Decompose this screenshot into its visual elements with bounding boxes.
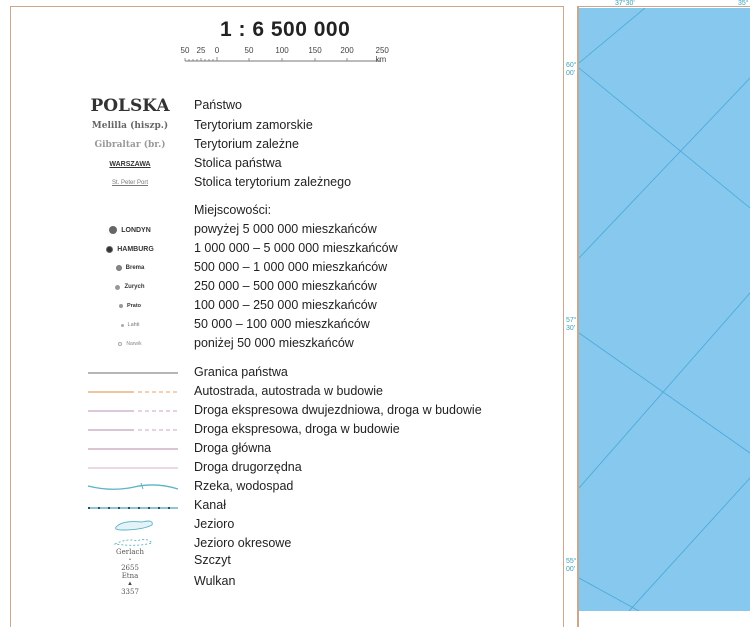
city-sample: LONDYN xyxy=(121,226,151,234)
scale-tick: 50 xyxy=(244,46,254,55)
legend-label: Stolica państwa xyxy=(194,156,282,170)
overseas-sample: Melilla (hiszp.) xyxy=(91,121,169,131)
city-dot-icon xyxy=(118,342,122,346)
latitude-label: 60° 00' xyxy=(566,62,577,77)
legend-label: 500 000 – 1 000 000 mieszkańców xyxy=(194,260,388,274)
legend-row-volcano xyxy=(0,572,560,596)
city-sample: Zurych xyxy=(124,284,145,290)
city-dot-icon xyxy=(115,285,120,290)
legend-label: Państwo xyxy=(194,98,242,112)
legend-label: Droga ekspresowa, droga w budowie xyxy=(194,422,400,436)
city-sample: Brema xyxy=(125,265,145,271)
latitude-label: 57° 30' xyxy=(566,317,577,332)
legend-row-dependent-capital xyxy=(0,174,560,192)
legend-label: Terytorium zależne xyxy=(194,137,299,151)
city-sample: Lahti xyxy=(127,322,140,328)
scale-bar xyxy=(180,46,410,66)
seasonal-lake-symbol xyxy=(115,539,152,545)
scale-tick: 25 xyxy=(196,46,206,55)
peak-name-sample: Gerlach xyxy=(116,548,144,556)
city-sample: Prato xyxy=(126,303,142,309)
legend-label: Droga drugorzędna xyxy=(194,460,302,474)
legend-label: Droga ekspresowa dwujezdniowa, droga w budowie xyxy=(194,403,482,417)
peak-height-sample: 2655 xyxy=(121,564,139,572)
scale-tick: 250 km xyxy=(375,46,389,64)
scale-tick: 0 xyxy=(214,46,220,55)
country-sample: POLSKA xyxy=(90,96,170,116)
legend-row-place xyxy=(0,240,560,258)
city-dot-icon xyxy=(121,324,124,327)
capital-sample: WARSZAWA xyxy=(109,160,151,168)
legend-row-place xyxy=(0,335,560,353)
legend-row-place xyxy=(0,278,560,296)
legend-row-overseas xyxy=(0,117,560,135)
legend-label: Droga główna xyxy=(194,441,272,455)
scale-tick: 150 xyxy=(308,46,322,55)
city-dot-icon xyxy=(109,226,117,234)
scale-ruler xyxy=(180,46,410,66)
city-sample: HAMBURG xyxy=(117,245,154,253)
legend-row-capital xyxy=(0,155,560,173)
legend-row-peak xyxy=(0,548,560,572)
legend-label: Granica państwa xyxy=(194,365,288,379)
dependent-sample: Gibraltar (br.) xyxy=(94,140,166,150)
legend-label: 100 000 – 250 000 mieszkańców xyxy=(194,298,377,312)
places-heading-row xyxy=(0,202,560,220)
legend-label: 250 000 – 500 000 mieszkańców xyxy=(194,279,377,293)
legend-row-dependent xyxy=(0,136,560,154)
legend-row-place xyxy=(0,221,560,239)
scale-tick: 100 xyxy=(275,46,289,55)
legend-label: Kanał xyxy=(194,498,226,512)
legend-row-place xyxy=(0,259,560,277)
map-area[interactable] xyxy=(579,8,750,611)
river-symbol xyxy=(88,485,178,489)
city-dot-icon xyxy=(116,265,122,271)
legend-row-place xyxy=(0,316,560,334)
volcano-triangle-icon: ▲ xyxy=(127,581,133,587)
volcano-name-sample: Etna xyxy=(121,572,139,580)
city-dot-icon xyxy=(106,246,113,253)
legend-row-country xyxy=(0,97,560,115)
volcano-height-sample: 3357 xyxy=(121,588,139,596)
legend-label: Jezioro xyxy=(194,517,235,531)
legend-label: Autostrada, autostrada w budowie xyxy=(194,384,384,398)
map-scale-ratio: 1 : 6 500 000 xyxy=(220,18,351,41)
legend-label: Wulkan xyxy=(194,574,236,588)
peak-dot-icon: • xyxy=(129,557,131,563)
scale-tick: 50 xyxy=(180,46,190,55)
legend-label: poniżej 50 000 mieszkańców xyxy=(194,336,354,350)
latitude-label: 55° 00' xyxy=(566,558,577,573)
legend-label: Rzeka, wodospad xyxy=(194,479,294,493)
legend-label: 1 000 000 – 5 000 000 mieszkańców xyxy=(194,241,398,255)
legend-label: Jezioro okresowe xyxy=(194,536,292,550)
city-dot-icon xyxy=(119,304,123,308)
legend-label: powyżej 5 000 000 mieszkańców xyxy=(194,222,377,236)
legend-label: Stolica terytorium zależnego xyxy=(194,175,352,189)
longitude-label: 37°30' xyxy=(615,0,635,7)
legend-row-place xyxy=(0,297,560,315)
legend-label: Szczyt xyxy=(194,553,231,567)
lake-symbol xyxy=(116,521,153,530)
city-sample: Narwik xyxy=(126,341,142,347)
places-heading: Miejscowości: xyxy=(194,203,272,217)
dependent-capital-sample: St. Peter Port xyxy=(111,180,148,186)
sea-water xyxy=(579,8,750,611)
legend-label: Terytorium zamorskie xyxy=(194,118,313,132)
longitude-label: 35° xyxy=(738,0,749,7)
scale-tick: 200 xyxy=(340,46,354,55)
legend-label: 50 000 – 100 000 mieszkańców xyxy=(194,317,370,331)
